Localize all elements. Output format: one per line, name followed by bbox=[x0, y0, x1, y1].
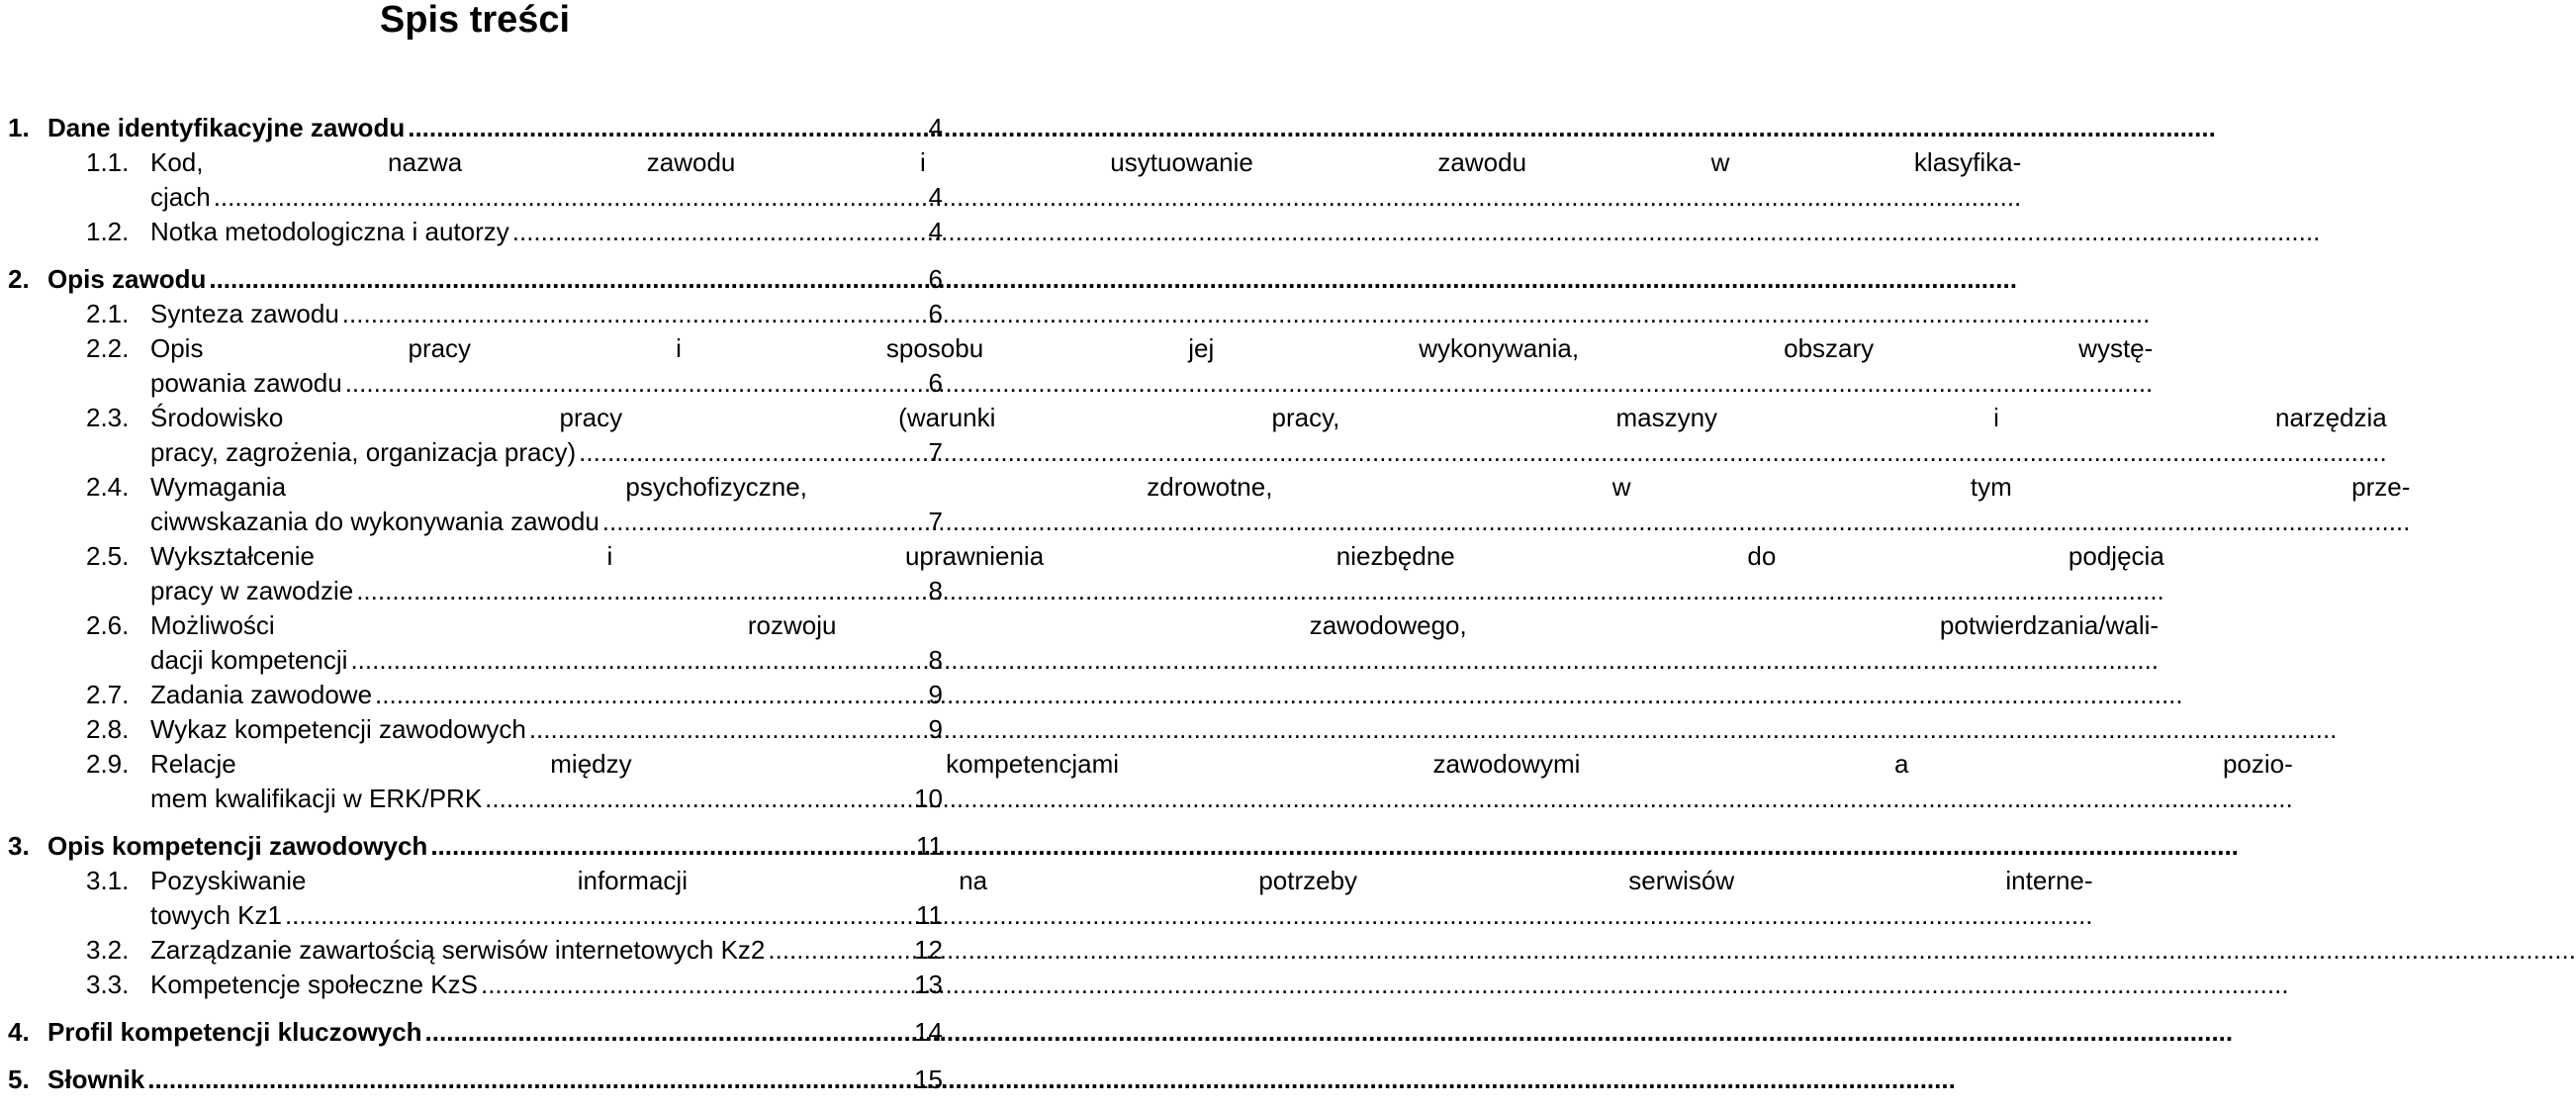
dot-leader bbox=[214, 180, 2022, 215]
toc-entry-title: towych Kz1 bbox=[150, 900, 282, 930]
toc-entry-title: Kompetencje społeczne KzS bbox=[150, 970, 478, 999]
toc-entry-title: Notka metodologiczna i autorzy bbox=[150, 217, 509, 246]
toc-entry-number: 3. bbox=[8, 831, 30, 861]
page-title: Spis treści bbox=[379, 0, 571, 41]
toc-entry-page-number: 8 bbox=[928, 576, 943, 605]
toc-entry-page-number: 7 bbox=[928, 437, 943, 467]
toc-entry[interactable] bbox=[0, 1063, 950, 1097]
toc-entry-title: Kod, nazwa zawodu i usytuowanie zawodu w klasyfika- bbox=[150, 147, 2022, 177]
toc-entry[interactable] bbox=[0, 747, 2293, 816]
toc-entry-title: dacji kompetencji bbox=[150, 645, 348, 675]
dot-leader bbox=[356, 574, 2164, 608]
toc-entry-page-number: 4 bbox=[928, 217, 943, 246]
toc-entry-page-number: 7 bbox=[928, 507, 943, 536]
toc-entry[interactable] bbox=[0, 608, 2160, 678]
toc-entry-page-number: 9 bbox=[928, 714, 943, 744]
toc-entry[interactable] bbox=[0, 712, 950, 747]
dot-leader bbox=[375, 678, 2183, 712]
toc-entry-page-number: 4 bbox=[928, 113, 943, 142]
toc-entry-number: 2. bbox=[8, 264, 30, 294]
toc-entry-page-number: 10 bbox=[914, 784, 943, 813]
toc-entry[interactable] bbox=[0, 864, 2093, 933]
toc-entry-number: 3.2. bbox=[86, 935, 130, 965]
toc-entry-title: Opis zawodu bbox=[47, 264, 207, 294]
toc-entry[interactable] bbox=[0, 331, 2154, 401]
toc-entry-number: 3.1. bbox=[86, 866, 130, 895]
toc-entry-page-number: 8 bbox=[928, 645, 943, 675]
dot-leader bbox=[350, 643, 2159, 678]
toc-entry-number: 4. bbox=[8, 1017, 30, 1047]
toc-entry-number: 2.5. bbox=[86, 541, 130, 571]
toc-entry-title: ciwwskazania do wykonywania zawodu bbox=[150, 507, 599, 536]
toc-entry-number: 2.2. bbox=[86, 333, 130, 363]
toc-entry-page-number: 6 bbox=[928, 299, 943, 328]
toc-entry-title: Profil kompetencji kluczowych bbox=[47, 1017, 422, 1047]
toc-entry-page-number: 12 bbox=[914, 935, 943, 965]
toc-entry-number: 2.3. bbox=[86, 403, 130, 432]
dot-leader bbox=[529, 712, 2338, 747]
dot-leader bbox=[602, 505, 2411, 539]
dot-leader bbox=[481, 968, 2289, 1002]
toc-entry-page-number: 9 bbox=[928, 680, 943, 709]
dot-leader bbox=[147, 1063, 1956, 1097]
toc-entry[interactable] bbox=[0, 968, 950, 1002]
toc-entry-title: Opis kompetencji zawodowych bbox=[47, 831, 428, 861]
toc-entry-title: Zarządzanie zawartością serwisów internetowych Kz2 bbox=[150, 935, 766, 965]
toc-entry-title: Zadania zawodowe bbox=[150, 680, 373, 709]
toc-entry[interactable] bbox=[0, 829, 950, 864]
toc-entry-title: powania zawodu bbox=[150, 368, 342, 398]
dot-leader bbox=[512, 215, 2321, 249]
toc-entry-number: 1.2. bbox=[86, 217, 130, 246]
toc-entry-number: 2.7. bbox=[86, 680, 130, 709]
toc-entry-title: Środowisko pracy (warunki pracy, maszyny i narzędzia bbox=[150, 403, 2387, 432]
toc-entry-title: Dane identyfikacyjne zawodu bbox=[47, 113, 406, 142]
dot-leader bbox=[485, 782, 2293, 816]
toc-entry-title: pracy w zawodzie bbox=[150, 576, 354, 605]
dot-leader bbox=[342, 297, 2151, 331]
toc-entry-title: pracy, zagrożenia, organizacja pracy) bbox=[150, 437, 577, 467]
toc-entry[interactable] bbox=[0, 678, 950, 712]
dot-leader bbox=[345, 366, 2154, 401]
toc-entry-number: 1. bbox=[8, 113, 30, 142]
dot-leader bbox=[768, 933, 2576, 968]
toc-entry-page-number: 13 bbox=[914, 970, 943, 999]
toc-entry-title: Możliwości rozwoju zawodowego, potwierdzania/wali- bbox=[150, 610, 2160, 640]
toc-entry-title: Wykaz kompetencji zawodowych bbox=[150, 714, 526, 744]
table-of-contents bbox=[0, 111, 2411, 1097]
dot-leader bbox=[209, 262, 2017, 297]
toc-entry-title: cjach bbox=[150, 182, 211, 212]
toc-entry-page-number: 6 bbox=[928, 264, 943, 294]
toc-entry-page-number: 11 bbox=[916, 900, 943, 930]
toc-entry-page-number: 4 bbox=[928, 182, 943, 212]
toc-entry[interactable] bbox=[0, 933, 950, 968]
toc-entry-title: Wykształcenie i uprawnienia niezbędne do podjęcia bbox=[150, 541, 2164, 571]
toc-entry[interactable] bbox=[0, 262, 950, 297]
dot-leader bbox=[579, 435, 2387, 470]
toc-entry-page-number: 11 bbox=[916, 831, 943, 861]
toc-entry-title: Pozyskiwanie informacji na potrzeby serwisów interne- bbox=[150, 866, 2093, 895]
toc-entry[interactable] bbox=[0, 215, 950, 249]
toc-entry-title: Synteza zawodu bbox=[150, 299, 339, 328]
toc-entry-page-number: 6 bbox=[928, 368, 943, 398]
toc-entry-page-number: 14 bbox=[914, 1017, 943, 1047]
toc-entry[interactable] bbox=[0, 401, 2387, 470]
toc-entry-title: Słownik bbox=[47, 1064, 145, 1094]
toc-entry-number: 1.1. bbox=[86, 147, 130, 177]
toc-entry-number: 5. bbox=[8, 1064, 30, 1094]
toc-entry-title: mem kwalifikacji w ERK/PRK bbox=[150, 784, 483, 813]
toc-entry-number: 2.6. bbox=[86, 610, 130, 640]
toc-entry-number: 2.4. bbox=[86, 472, 130, 502]
toc-entry[interactable] bbox=[0, 539, 2164, 608]
toc-entry-title: Relacje między kompetencjami zawodowymi a pozio- bbox=[150, 749, 2293, 779]
toc-entry[interactable] bbox=[0, 470, 2411, 539]
toc-entry-page-number: 15 bbox=[914, 1064, 943, 1094]
toc-entry[interactable] bbox=[0, 297, 950, 331]
toc-entry-number: 3.3. bbox=[86, 970, 130, 999]
dot-leader bbox=[285, 898, 2093, 933]
toc-entry-number: 2.1. bbox=[86, 299, 130, 328]
toc-entry-title: Opis pracy i sposobu jej wykonywania, obszary wystę- bbox=[150, 333, 2154, 363]
toc-entry[interactable] bbox=[0, 1015, 950, 1050]
dot-leader bbox=[430, 829, 2239, 864]
toc-entry-number: 2.8. bbox=[86, 714, 130, 744]
toc-entry[interactable] bbox=[0, 145, 2022, 215]
toc-entry-title: Wymagania psychofizyczne, zdrowotne, w tym prze- bbox=[150, 472, 2411, 502]
dot-leader bbox=[408, 111, 2216, 145]
toc-entry[interactable] bbox=[0, 111, 950, 145]
dot-leader bbox=[425, 1015, 2234, 1050]
toc-entry-number: 2.9. bbox=[86, 749, 130, 779]
